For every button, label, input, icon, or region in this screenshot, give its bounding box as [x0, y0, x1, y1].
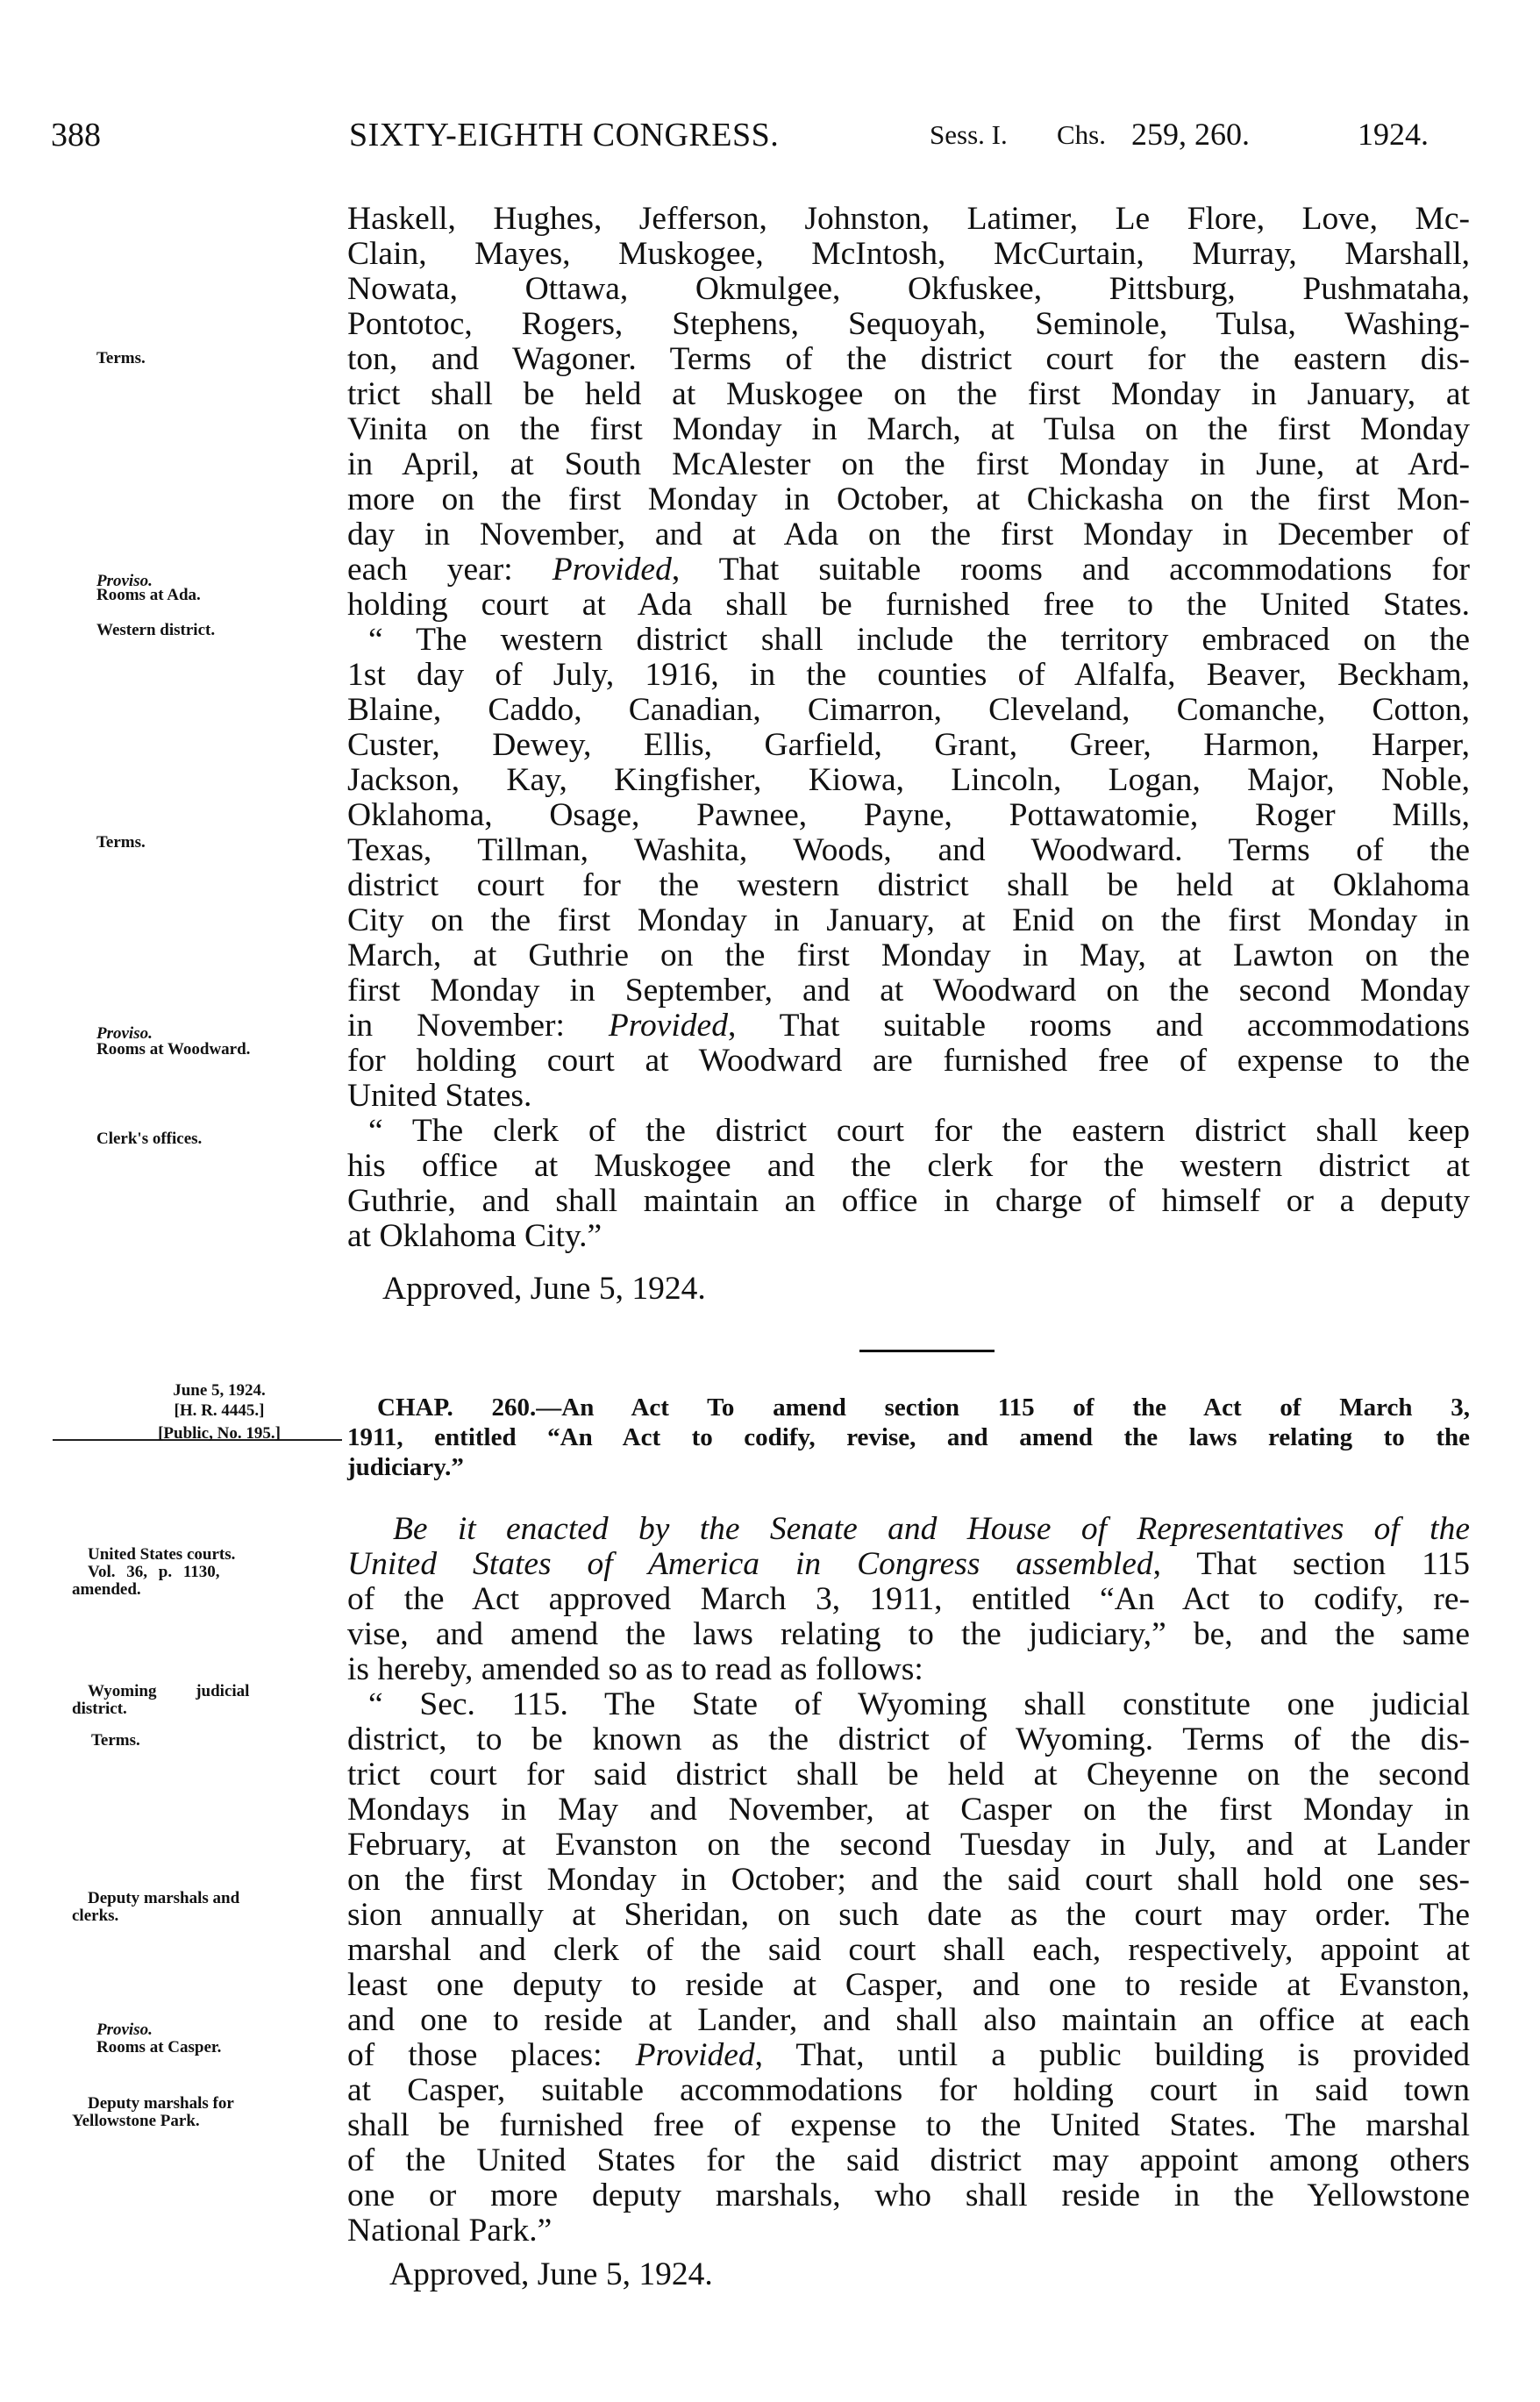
- text-line: sion annually at Sheridan, on such date as the court may order. The: [347, 1897, 1470, 1933]
- text-line: “ The clerk of the district court for the eastern district shall keep: [368, 1113, 1470, 1149]
- text-line: more on the first Monday in October, at Chickasha on the first Mon-: [347, 481, 1470, 517]
- text-line: Vinita on the first Monday in March, at Tulsa on the first Monday: [347, 411, 1470, 447]
- margin-note-vol-ref: Vol. 36, p. 1130,: [88, 1563, 220, 1581]
- margin-note-clerks-offices: Clerk's offices.: [96, 1130, 203, 1148]
- margin-note-amended: amended.: [72, 1580, 141, 1599]
- approval-line: Approved, June 5, 1924.: [389, 2256, 713, 2292]
- text-line: ton, and Wagoner. Terms of the district court for the eastern dis-: [347, 341, 1470, 377]
- margin-note-wyoming-district: district.: [72, 1700, 127, 1718]
- text-line: 1st day of July, 1916, in the counties of Alfalfa, Beaver, Beckham,: [347, 657, 1470, 693]
- text-line: Texas, Tillman, Washita, Woods, and Woodward. Terms of the: [347, 832, 1470, 868]
- margin-note-rooms-casper: Rooms at Casper.: [96, 2038, 222, 2056]
- text-line: United States.: [347, 1078, 532, 1114]
- margin-note-terms: Terms.: [96, 833, 146, 852]
- text-line: district, to be known as the district of Wyoming. Terms of the dis-: [347, 1721, 1470, 1757]
- text-line: of the Act approved March 3, 1911, entitled “An Act to codify, re-: [347, 1581, 1470, 1617]
- enacting-clause: Be it enacted by the Senate and House of Representatives of the: [393, 1511, 1470, 1547]
- text-line: Custer, Dewey, Ellis, Garfield, Grant, Greer, Harmon, Harper,: [347, 727, 1470, 763]
- text-line: at Casper, suitable accommodations for holding court in said town: [347, 2072, 1470, 2108]
- text-line: in April, at South McAlester on the first Monday in June, at Ard-: [347, 446, 1470, 482]
- text-line: “ The western district shall include the territory embraced on the: [368, 622, 1470, 658]
- text-line: Guthrie, and shall maintain an office in charge of himself or a deputy: [347, 1183, 1470, 1219]
- text-line: Haskell, Hughes, Jefferson, Johnston, Latimer, Le Flore, Love, Mc-: [347, 201, 1470, 237]
- text-line: for holding court at Woodward are furnished free of expense to the: [347, 1043, 1470, 1079]
- text-line: March, at Guthrie on the first Monday in May, at Lawton on the: [347, 937, 1470, 973]
- text-line: on the first Monday in October; and the said court shall hold one ses-: [347, 1862, 1470, 1898]
- text-line: his office at Muskogee and the clerk for the western district at: [347, 1148, 1470, 1184]
- text-line: trict court for said district shall be held at Cheyenne on the second: [347, 1757, 1470, 1793]
- chapter-title-line: judiciary.”: [347, 1453, 464, 1481]
- text-line: shall be furnished free of expense to the United States. The marshal: [347, 2107, 1470, 2143]
- text-line: February, at Evanston on the second Tuesday in July, and at Lander: [347, 1827, 1470, 1863]
- margin-note-terms: Terms.: [96, 349, 146, 367]
- text-line: first Monday in September, and at Woodward on the second Monday: [347, 973, 1470, 1009]
- text-line: Clain, Mayes, Muskogee, McIntosh, McCurtain, Murray, Marshall,: [347, 236, 1470, 272]
- text-line: of the United States for the said district may appoint among others: [347, 2142, 1470, 2178]
- margin-note-proviso: Proviso.: [96, 2021, 153, 2039]
- text-line: least one deputy to reside at Casper, and one to reside at Evanston,: [347, 1967, 1470, 2003]
- text-line: Oklahoma, Osage, Pawnee, Payne, Pottawatomie, Roger Mills,: [347, 797, 1470, 833]
- margin-note-western-district: Western district.: [96, 621, 216, 639]
- chapter-date: June 5, 1924.: [173, 1381, 266, 1400]
- margin-note-proviso: Proviso.: [96, 572, 153, 590]
- text-line: Jackson, Kay, Kingfisher, Kiowa, Lincoln, Logan, Major, Noble,: [347, 762, 1470, 798]
- text-line: “ Sec. 115. The State of Wyoming shall constitute one judicial: [368, 1686, 1470, 1722]
- header-year: 1924.: [1358, 117, 1429, 152]
- margin-note-us-courts: United States courts.: [88, 1545, 236, 1564]
- text-line: each year: Provided, That suitable rooms and accommodations for: [347, 552, 1470, 588]
- text-line: Pontotoc, Rogers, Stephens, Sequoyah, Seminole, Tulsa, Washing-: [347, 306, 1470, 342]
- margin-note-yellowstone-park: Yellowstone Park.: [72, 2112, 200, 2130]
- text-line: in November: Provided, That suitable rooms and accommodations: [347, 1008, 1470, 1044]
- text-line: holding court at Ada shall be furnished free to the United States.: [347, 587, 1470, 623]
- text-line: City on the first Monday in January, at Enid on the first Monday in: [347, 902, 1470, 938]
- session-label: Sess. I.: [930, 119, 1008, 150]
- section-divider: [859, 1350, 995, 1352]
- text-line: Blaine, Caddo, Canadian, Cimarron, Cleveland, Comanche, Cotton,: [347, 692, 1470, 728]
- margin-note-clerks: clerks.: [72, 1907, 119, 1925]
- margin-note-rooms-woodward: Rooms at Woodward.: [96, 1040, 251, 1058]
- margin-note-wyoming: Wyoming judicial: [88, 1682, 250, 1700]
- margin-note-yellowstone: Deputy marshals for: [88, 2094, 234, 2113]
- approval-line: Approved, June 5, 1924.: [382, 1271, 706, 1307]
- margin-note-terms: Terms.: [91, 1731, 140, 1750]
- text-line: of those places: Provided, That, until a public building is provided: [347, 2037, 1470, 2073]
- public-law-number: [Public, No. 195.]: [158, 1424, 281, 1443]
- text-line: marshal and clerk of the said court shall each, respectively, appoint at: [347, 1932, 1470, 1968]
- bill-number: [H. R. 4445.]: [174, 1401, 265, 1420]
- chapter-title-line: 1911, entitled “An Act to codify, revise, and amend the laws relating to the: [347, 1423, 1470, 1451]
- text-line: vise, and amend the laws relating to the judiciary,” be, and the same: [347, 1616, 1470, 1652]
- text-line: Mondays in May and November, at Casper on the first Monday in: [347, 1792, 1470, 1828]
- text-line: at Oklahoma City.”: [347, 1218, 602, 1254]
- text-line: day in November, and at Ada on the first Monday in December of: [347, 517, 1470, 552]
- chapter-numbers: 259, 260.: [1131, 117, 1250, 152]
- margin-note-proviso: Proviso.: [96, 1024, 153, 1043]
- text-line: Nowata, Ottawa, Okmulgee, Okfuskee, Pittsburg, Pushmataha,: [347, 271, 1470, 307]
- text-line: United States of America in Congress assembled, That section 115: [347, 1546, 1471, 1582]
- text-line: one or more deputy marshals, who shall reside in the Yellowstone: [347, 2177, 1470, 2213]
- text-line: is hereby, amended so as to read as follows:: [347, 1651, 923, 1687]
- text-line: trict shall be held at Muskogee on the first Monday in January, at: [347, 376, 1470, 412]
- chapter-title-line: CHAP. 260.—An Act To amend section 115 of the Act of March 3,: [377, 1393, 1470, 1422]
- text-line: district court for the western district shall be held at Oklahoma: [347, 867, 1470, 903]
- margin-note-rooms-ada: Rooms at Ada.: [96, 586, 201, 604]
- running-title: SIXTY-EIGHTH CONGRESS.: [349, 117, 780, 153]
- text-line: National Park.”: [347, 2213, 553, 2249]
- page-number: 388: [51, 117, 101, 153]
- margin-note-deputy-marshals: Deputy marshals and: [88, 1889, 240, 1907]
- text-line: and one to reside at Lander, and shall also maintain an office at each: [347, 2002, 1470, 2038]
- chapters-label: Chs.: [1057, 119, 1106, 150]
